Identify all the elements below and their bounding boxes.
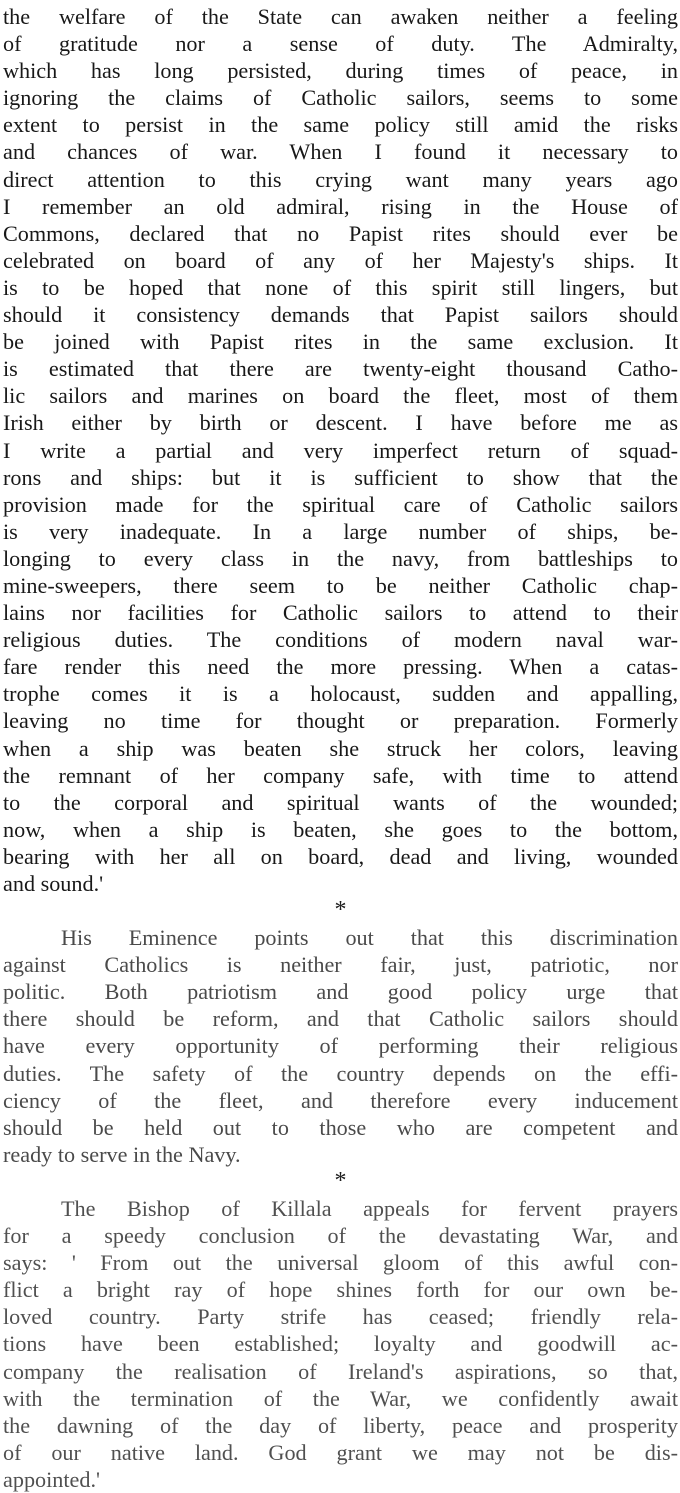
text-line: politic. Both patriotism and good policy urge that — [3, 979, 678, 1005]
paragraph-bishop-of-killala — [3, 1195, 678, 1493]
text-line: extent to persist in the same policy still amid the risks — [3, 112, 678, 138]
text-line: which has long persisted, during times of peace, in — [3, 58, 678, 84]
text-line: loved country. Party strife has ceased; friendly rela- — [3, 1304, 678, 1330]
text-line: I remember an old admiral, rising in the House of — [3, 193, 678, 219]
text-line: Commons, declared that no Papist rites should ever be — [3, 220, 678, 246]
text-line: flict a bright ray of hope shines forth for our own be- — [3, 1277, 678, 1303]
text-line: should it consistency demands that Papist sailors should — [3, 302, 678, 328]
text-line: with the termination of the War, we confidently await — [3, 1385, 678, 1411]
text-line: The Bishop of Killala appeals for fervent prayers — [61, 1195, 678, 1221]
text-line: rons and ships: but it is sufficient to show that the — [3, 464, 678, 490]
paragraph-his-eminence — [3, 924, 678, 1168]
text-line: duties. The safety of the country depends on the effi- — [3, 1060, 678, 1086]
text-line: of gratitude nor a sense of duty. The Admiralty, — [3, 31, 678, 57]
text-line: lic sailors and marines on board the fleet, most of them — [3, 383, 678, 409]
text-line: the remnant of her company safe, with time to attend — [3, 762, 678, 788]
text-line: religious duties. The conditions of modern naval war- — [3, 627, 678, 653]
text-line: trophe comes it is a holocaust, sudden and appalling, — [3, 681, 678, 707]
text-line: and chances of war. When I found it necessary to — [3, 139, 678, 165]
section-separator-asterisk: * — [334, 1167, 347, 1194]
text-line: the dawning of the day of liberty, peace and prosperity — [3, 1412, 678, 1438]
text-line: His Eminence points out that this discrimination — [61, 925, 678, 951]
text-line: be joined with Papist rites in the same exclusion. It — [3, 329, 678, 355]
text-line: now, when a ship is beaten, she goes to the bottom, — [3, 816, 678, 842]
text-line: there should be reform, and that Catholic sailors should — [3, 1006, 678, 1032]
text-line: is very inadequate. In a large number of ships, be- — [3, 518, 678, 544]
text-line: the welfare of the State can awaken neither a feeling — [3, 4, 678, 29]
text-line: when a ship was beaten she struck her colors, leaving — [3, 735, 678, 761]
text-line: is estimated that there are twenty-eight thousand Catho- — [3, 356, 678, 382]
text-line: against Catholics is neither fair, just, patriotic, nor — [3, 952, 678, 978]
text-line: ciency of the fleet, and therefore every inducement — [3, 1087, 678, 1113]
text-line: and sound.' — [3, 871, 104, 896]
text-line: lains nor facilities for Catholic sailors to attend to their — [3, 600, 678, 626]
text-line: appointed.' — [3, 1466, 101, 1492]
text-line: for a speedy conclusion of the devastating War, and — [3, 1223, 678, 1249]
text-line: Irish either by birth or descent. I have before me as — [3, 410, 678, 436]
text-line: direct attention to this crying want many years ago — [3, 166, 678, 192]
text-line: should be held out to those who are competent and — [3, 1114, 678, 1140]
text-line: have every opportunity of performing their religious — [3, 1033, 678, 1059]
text-line: bearing with her all on board, dead and living, wounded — [3, 843, 678, 869]
text-line: says: ' From out the universal gloom of this awful con- — [3, 1250, 678, 1276]
paragraph-admiralty-quote — [3, 3, 678, 897]
text-line: provision made for the spiritual care of Catholic sailors — [3, 491, 678, 517]
text-line: fare render this need the more pressing. When a catas- — [3, 654, 678, 680]
text-line: I write a partial and very imperfect return of squad- — [3, 437, 678, 463]
text-line: ready to serve in the Navy. — [3, 1141, 241, 1167]
text-line: is to be hoped that none of this spirit still lingers, but — [3, 274, 678, 300]
section-separator-asterisk: * — [334, 897, 347, 924]
text-line: tions have been established; loyalty and goodwill ac- — [3, 1331, 678, 1357]
text-line: ignoring the claims of Catholic sailors, seems to some — [3, 85, 678, 111]
text-line: of our native land. God grant we may not be dis- — [3, 1439, 678, 1465]
text-line: to the corporal and spiritual wants of the wounded; — [3, 789, 678, 815]
text-line: company the realisation of Ireland's aspirations, so that, — [3, 1358, 678, 1384]
text-line: celebrated on board of any of her Majesty's ships. It — [3, 247, 678, 273]
text-line: longing to every class in the navy, from battleships to — [3, 545, 678, 571]
text-line: leaving no time for thought or preparation. Formerly — [3, 708, 678, 734]
text-line: mine-sweepers, there seem to be neither Catholic chap- — [3, 572, 678, 598]
